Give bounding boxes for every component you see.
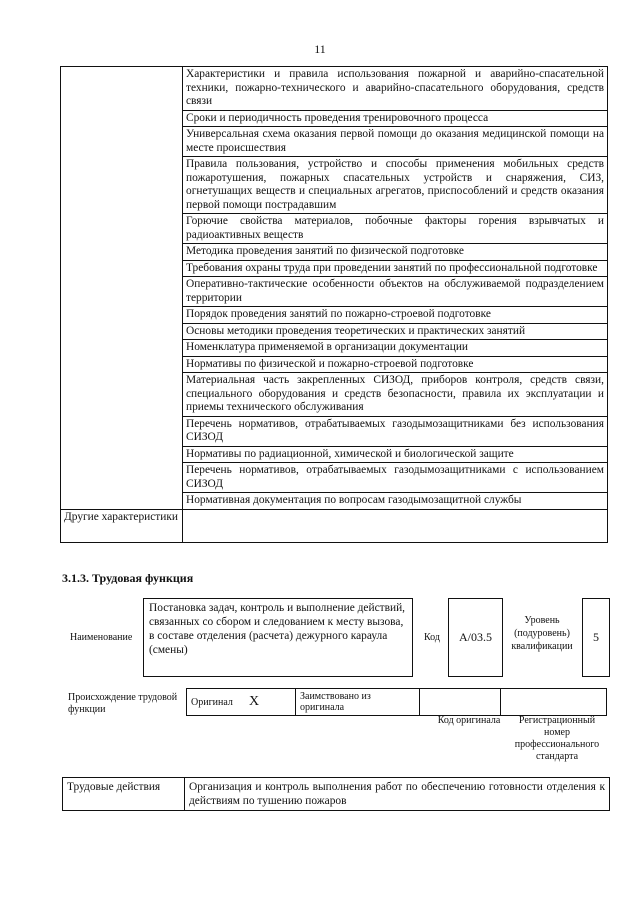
- knowledge-item: Характеристики и правила использования пожарной и аварийно-спасательной техники, пожарно-технического и аварийно-спасательного оборудования, средств связи: [183, 67, 608, 111]
- origin-label: Происхождение трудовой функции: [68, 692, 178, 715]
- knowledge-item: Материальная часть закрепленных СИЗОД, приборов контроля, средств связи, специального оборудования и средств безопасности, правила их эксплуатации и приемы технического обслуживания: [183, 373, 608, 417]
- actions-table: [62, 777, 610, 811]
- knowledge-item: Методика проведения занятий по физической подготовке: [183, 244, 608, 261]
- knowledge-item: Основы методики проведения теоретических и практических занятий: [183, 323, 608, 340]
- function-name-field: Постановка задач, контроль и выполнение действий, связанных со сбором и следованием к месту вызова, в составе отделения (расчета) дежурного караула (смены): [143, 598, 413, 677]
- knowledge-item: Сроки и периодичность проведения тренировочного процесса: [183, 110, 608, 127]
- code-original-cell: [420, 689, 501, 716]
- code-label: Код: [424, 632, 440, 643]
- knowledge-item: Перечень нормативов, отрабатываемых газодымозащитниками с использованием СИЗОД: [183, 463, 608, 493]
- code-original-label: Код оригинала: [437, 715, 501, 726]
- other-characteristics-label: Другие характеристики: [61, 509, 183, 542]
- original-mark: X: [245, 689, 296, 716]
- knowledge-item: Правила пользования, устройство и способы применения мобильных средств пожаротушения, пожарных спасательных устройств и снаряжения, СИЗ, огнетушащих веществ и специальных агрегатов, приспособлений и средств оказания первой помощи пострадавшим: [183, 157, 608, 214]
- knowledge-item: Перечень нормативов, отрабатываемых газодымозащитниками без использования СИЗОД: [183, 416, 608, 446]
- original-label: Оригинал: [187, 689, 246, 716]
- section-heading: 3.1.3. Трудовая функция: [62, 571, 194, 585]
- knowledge-table: [60, 66, 608, 543]
- level-label: Уровень (подуровень) квалификации: [511, 615, 573, 652]
- name-label: Наименование: [70, 632, 133, 643]
- function-code-field: А/03.5: [448, 598, 503, 677]
- knowledge-item: Нормативная документация по вопросам газодымозащитной службы: [183, 493, 608, 510]
- knowledge-item: Нормативы по физической и пожарно-строевой подготовке: [183, 356, 608, 373]
- reg-number-label: Регистрационный номер профессионального стандарта: [514, 715, 600, 762]
- table-row: [61, 509, 608, 542]
- borrowed-label: Заимствовано из оригинала: [296, 689, 420, 716]
- page-number: 11: [314, 42, 326, 56]
- knowledge-item: Универсальная схема оказания первой помощи до оказания медицинской помощи на месте происшествия: [183, 127, 608, 157]
- table-row: [63, 778, 610, 811]
- knowledge-item: Номенклатура применяемой в организации документации: [183, 340, 608, 357]
- actions-value: Организация и контроль выполнения работ по обеспечению готовности отделения к действиям по тушению пожаров: [185, 778, 610, 811]
- level-field: 5: [582, 598, 610, 677]
- knowledge-item: Порядок проведения занятий по пожарно-строевой подготовке: [183, 307, 608, 324]
- knowledge-item: Оперативно-тактические особенности объектов на обслуживаемой подразделением территории: [183, 277, 608, 307]
- actions-label: Трудовые действия: [63, 778, 185, 811]
- table-row: [187, 689, 607, 716]
- knowledge-item: Требования охраны труда при проведении занятий по профессиональной подготовке: [183, 260, 608, 277]
- knowledge-label-cell: [61, 67, 183, 510]
- knowledge-item: Горючие свойства материалов, побочные факторы горения взрывчатых и радиоактивных веществ: [183, 214, 608, 244]
- table-row: [61, 67, 608, 111]
- knowledge-item: Нормативы по радиационной, химической и биологической защите: [183, 446, 608, 463]
- origin-table: [186, 688, 607, 716]
- reg-number-cell: [501, 689, 607, 716]
- other-characteristics-value: [183, 509, 608, 542]
